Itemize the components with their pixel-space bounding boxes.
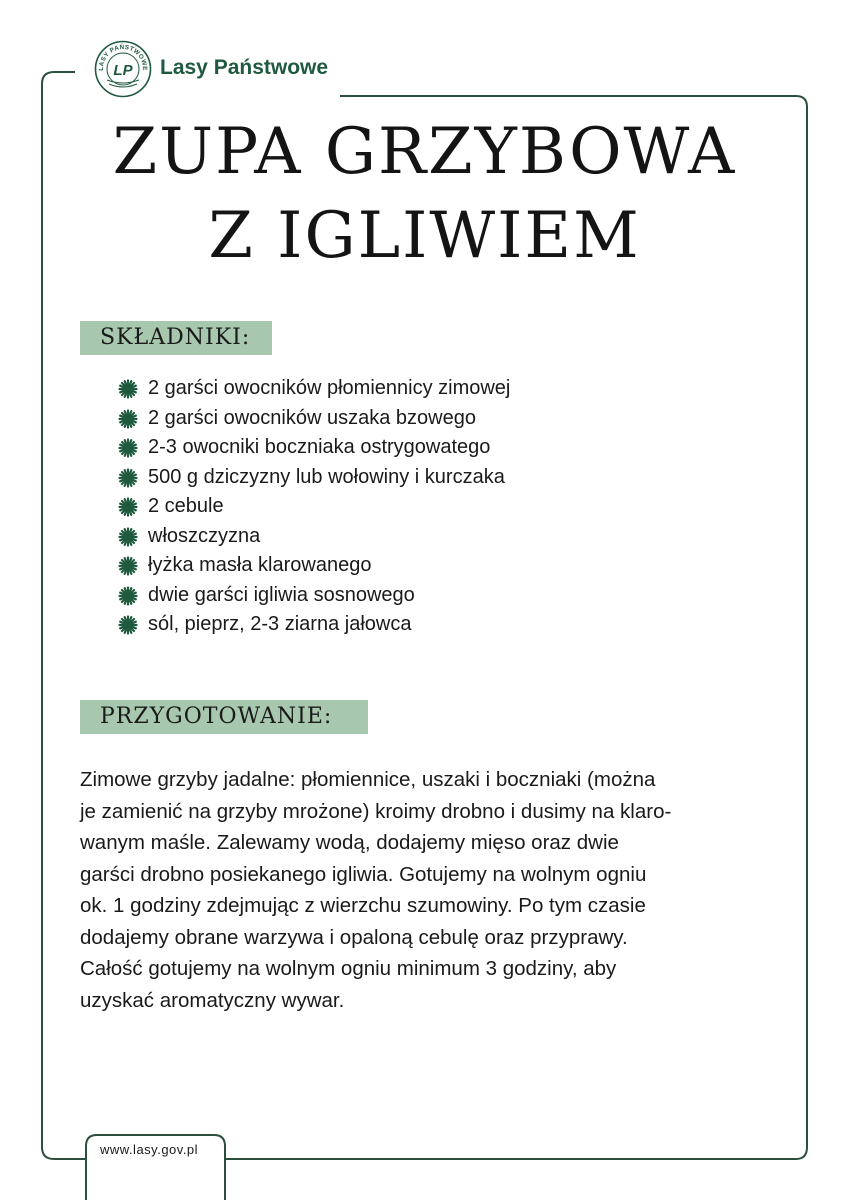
list-item <box>118 433 510 463</box>
list-item <box>118 374 510 404</box>
preparation-heading: PRZYGOTOWANIE: <box>80 700 368 734</box>
preparation-line: wanym maśle. Zalewamy wodą, dodajemy mięso oraz dwie <box>80 831 619 854</box>
star-burst-icon <box>118 615 138 635</box>
ingredient-text: 2-3 owocniki boczniaka ostrygowatego <box>148 436 491 458</box>
lasy-panstwowe-logo-icon <box>94 40 152 98</box>
page-title <box>0 110 849 278</box>
star-burst-icon <box>118 409 138 429</box>
star-burst-icon <box>118 556 138 576</box>
ingredient-text: łyżka masła klarowanego <box>148 554 372 576</box>
ingredient-text: sól, pieprz, 2-3 ziarna jałowca <box>148 613 412 635</box>
brand-name: Lasy Państwowe <box>160 56 329 79</box>
list-item <box>118 492 510 522</box>
preparation-line: je zamienić na grzyby mrożone) kroimy drobno i dusimy na klaro- <box>80 799 672 823</box>
list-item <box>118 404 510 434</box>
star-burst-icon <box>118 379 138 399</box>
ingredient-text: włoszczyzna <box>148 524 261 547</box>
logo-monogram: LP <box>113 62 133 79</box>
list-item <box>118 581 510 611</box>
ingredients-list <box>118 374 510 640</box>
logo-ring-text: LASY PAŃSTWOWE <box>97 43 149 71</box>
ingredients-heading: SKŁADNIKI: <box>80 321 272 355</box>
preparation-text <box>80 764 780 1016</box>
preparation-line: garści drobno posiekanego igliwia. Gotujemy na wolnym ogniu <box>80 862 647 886</box>
preparation-line: uzyskać aromatyczny wywar. <box>80 988 345 1012</box>
list-item <box>118 610 510 640</box>
ingredient-text: 2 cebule <box>148 495 224 517</box>
preparation-line: ok. 1 godziny zdejmując z wierzchu szumowiny. Po tym czasie <box>80 894 646 917</box>
title-line-1: ZUPA GRZYBOWA <box>112 115 737 189</box>
star-burst-icon <box>118 497 138 517</box>
list-item <box>118 551 510 581</box>
website-url[interactable]: www.lasy.gov.pl <box>100 1142 199 1157</box>
preparation-line: Zimowe grzyby jadalne: płomiennice, uszaki i boczniaki (można <box>80 768 656 791</box>
star-burst-icon <box>118 527 138 547</box>
star-burst-icon <box>118 438 138 458</box>
star-burst-icon <box>118 468 138 488</box>
preparation-line: Całość gotujemy na wolnym ogniu minimum 3 godziny, aby <box>80 957 617 980</box>
ingredient-text: 2 garści owocników płomiennicy zimowej <box>148 377 511 399</box>
list-item <box>118 463 510 493</box>
ingredient-text: dwie garści igliwia sosnowego <box>148 583 415 606</box>
ingredient-text: 500 g dziczyzny lub wołowiny i kurczaka <box>148 465 505 488</box>
title-line-2: Z IGLIWIEM <box>208 199 641 273</box>
ingredient-text: 2 garści owocników uszaka bzowego <box>148 406 476 429</box>
list-item <box>118 522 510 552</box>
preparation-line: dodajemy obrane warzywa i opaloną cebulę oraz przyprawy. <box>80 925 628 949</box>
star-burst-icon <box>118 586 138 606</box>
